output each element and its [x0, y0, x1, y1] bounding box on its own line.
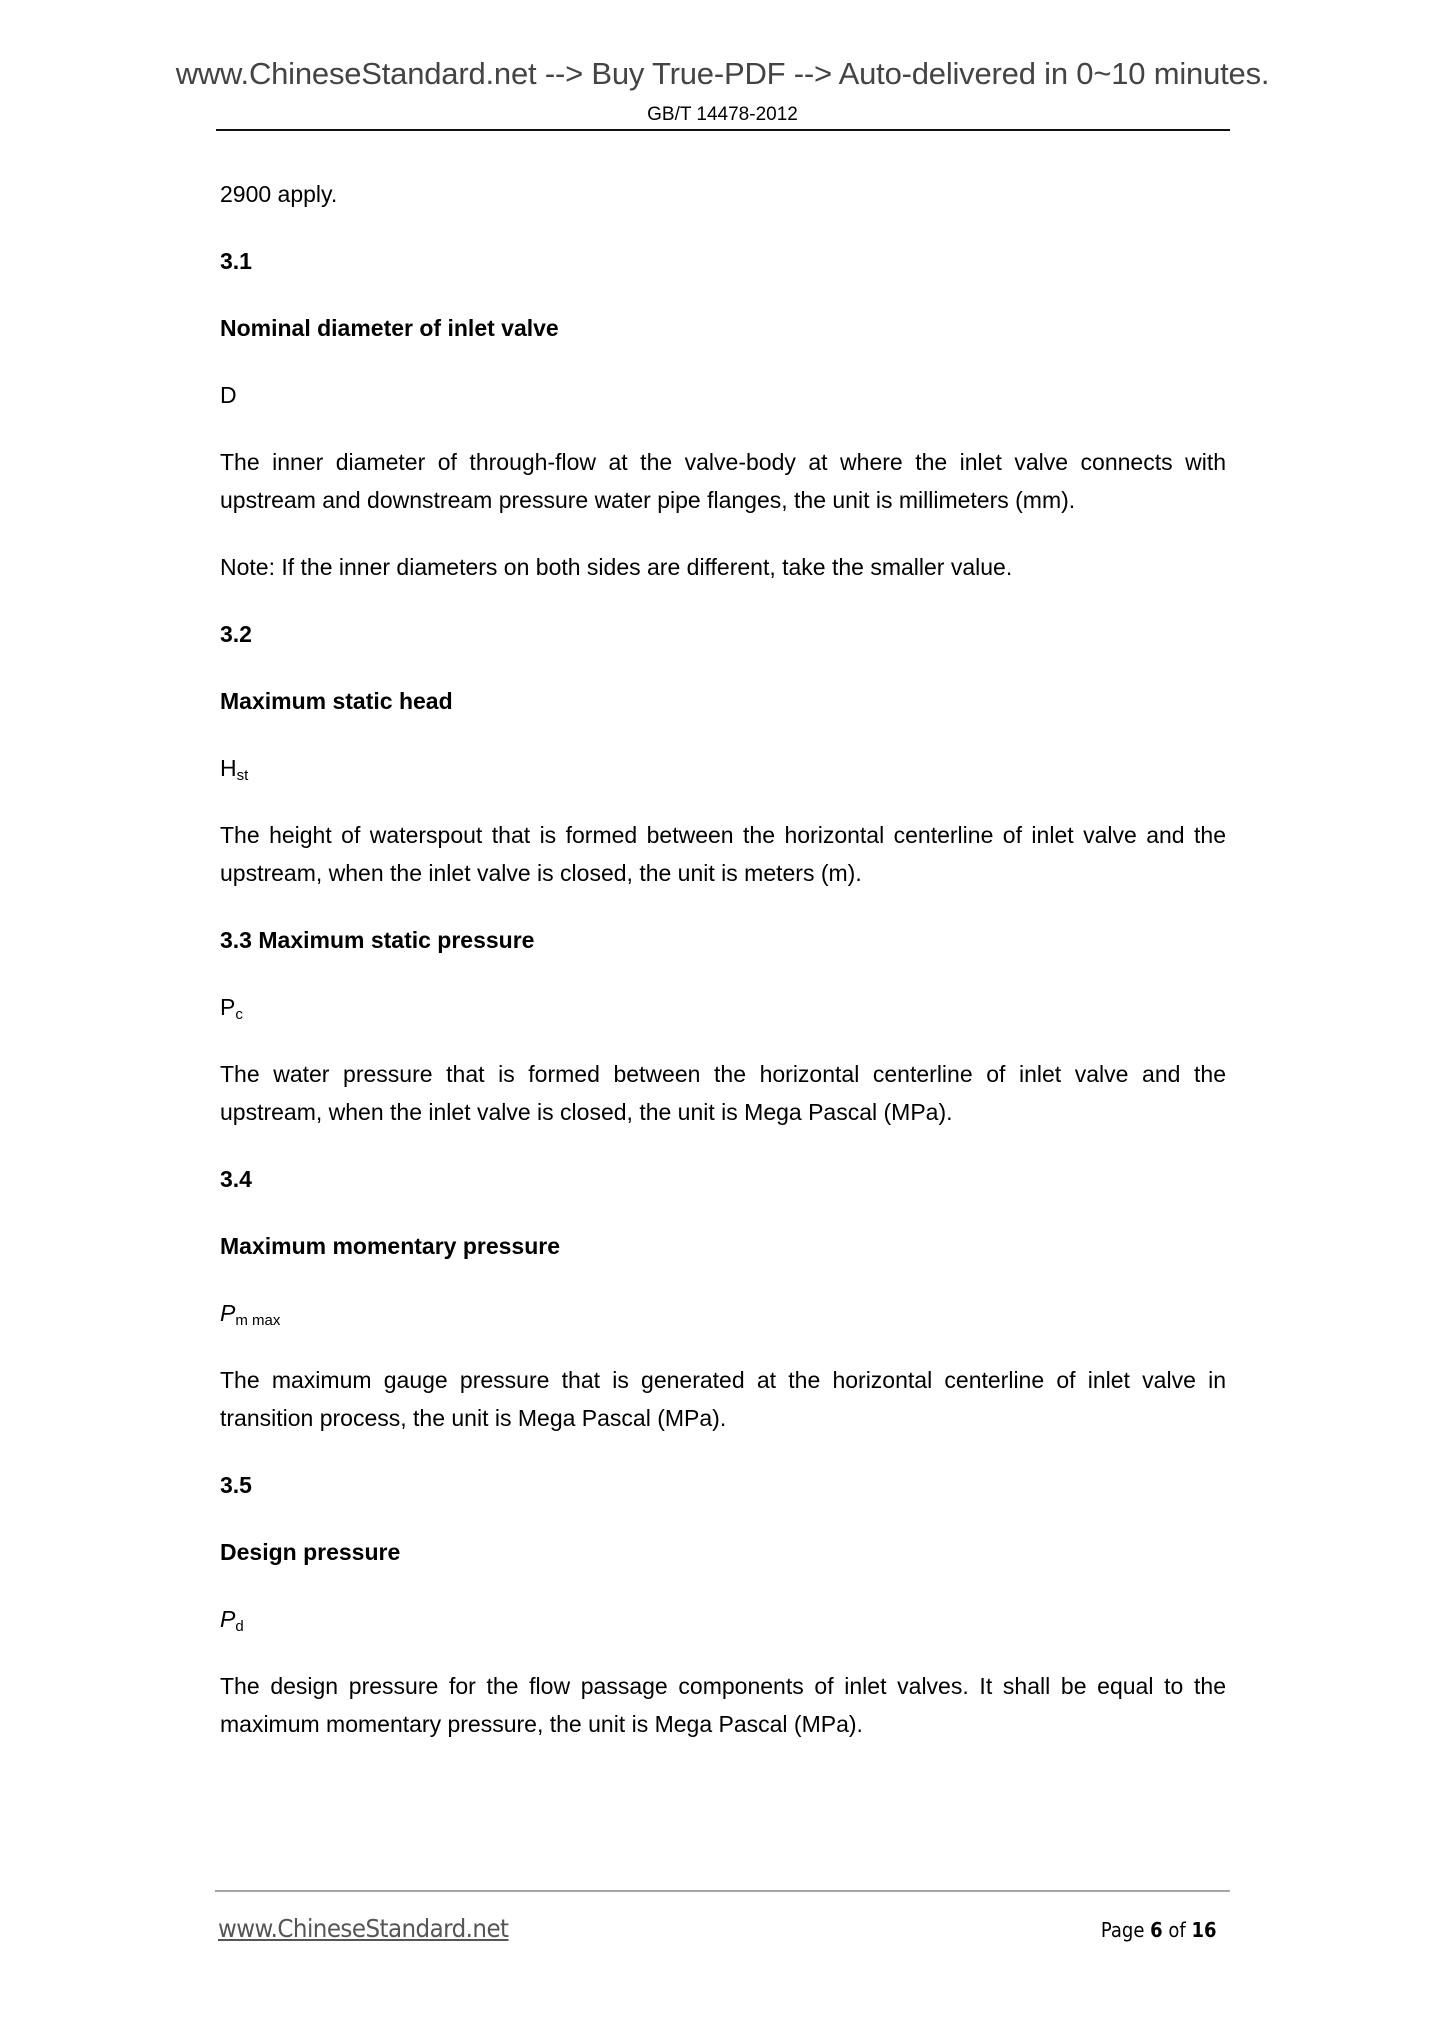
- term-symbol: [220, 988, 1226, 1026]
- term-definition: The design pressure for the flow passage components of inlet valves. It shall be equal to the maximum momentary pressure, the unit is Mega Pascal (MPa).: [220, 1673, 1226, 1737]
- intro-text: 2900 apply.: [220, 181, 338, 207]
- page-current: 6: [1150, 1918, 1164, 1942]
- term-number: 3.2: [220, 621, 252, 647]
- term-number: 3.1: [220, 248, 252, 274]
- term-symbol: [220, 1294, 1226, 1332]
- term-symbol: [220, 376, 1226, 414]
- term-number: 3.4: [220, 1166, 252, 1192]
- term-title: Design pressure: [220, 1539, 401, 1565]
- footer-divider: [215, 1890, 1230, 1892]
- term-title: Nominal diameter of inlet valve: [220, 315, 559, 341]
- symbol-subscript: d: [235, 1618, 244, 1635]
- symbol-main: P: [220, 1300, 236, 1326]
- symbol-main: P: [220, 994, 236, 1020]
- footer-website-link[interactable]: www.ChineseStandard.net: [218, 1914, 509, 1943]
- symbol-main: H: [220, 755, 237, 781]
- term-title: Maximum momentary pressure: [220, 1233, 561, 1259]
- symbol-main: P: [220, 1606, 236, 1632]
- term-title: Maximum static head: [220, 688, 453, 714]
- term-number: 3.5: [220, 1472, 252, 1498]
- term-heading: 3.3 Maximum static pressure: [220, 927, 535, 953]
- term-symbol: [220, 1600, 1226, 1638]
- symbol-subscript: c: [235, 1006, 243, 1023]
- header-banner: www.ChineseStandard.net --> Buy True-PDF --> Auto-delivered in 0~10 minutes.: [175, 56, 1270, 91]
- page-indicator: [1101, 1917, 1217, 1943]
- symbol-subscript: m max: [235, 1312, 281, 1329]
- symbol-main: D: [220, 382, 237, 408]
- term-note: Note: If the inner diameters on both sides are different, take the smaller value.: [220, 554, 1013, 580]
- page-of: of: [1168, 1918, 1187, 1942]
- standard-number: GB/T 14478-2012: [647, 104, 798, 125]
- header-divider: [216, 129, 1230, 131]
- term-symbol: [220, 749, 1226, 787]
- document-body: [220, 175, 1226, 1772]
- term-definition: The water pressure that is formed between the horizontal centerline of inlet valve and the upstream, when the inlet valve is closed, the unit is Mega Pascal (MPa).: [220, 1061, 1226, 1125]
- symbol-subscript: st: [236, 767, 249, 784]
- term-definition: The maximum gauge pressure that is generated at the horizontal centerline of inlet valve in transition process, the unit is Mega Pascal (MPa).: [220, 1367, 1226, 1431]
- page-label: Page: [1101, 1918, 1145, 1942]
- page-total: 16: [1191, 1918, 1217, 1942]
- term-definition: The height of waterspout that is formed between the horizontal centerline of inlet valve and the upstream, when the inlet valve is closed, the unit is meters (m).: [220, 822, 1226, 886]
- term-definition: The inner diameter of through-flow at the valve-body at where the inlet valve connects with upstream and downstream pressure water pipe flanges, the unit is millimeters (mm).: [220, 449, 1226, 513]
